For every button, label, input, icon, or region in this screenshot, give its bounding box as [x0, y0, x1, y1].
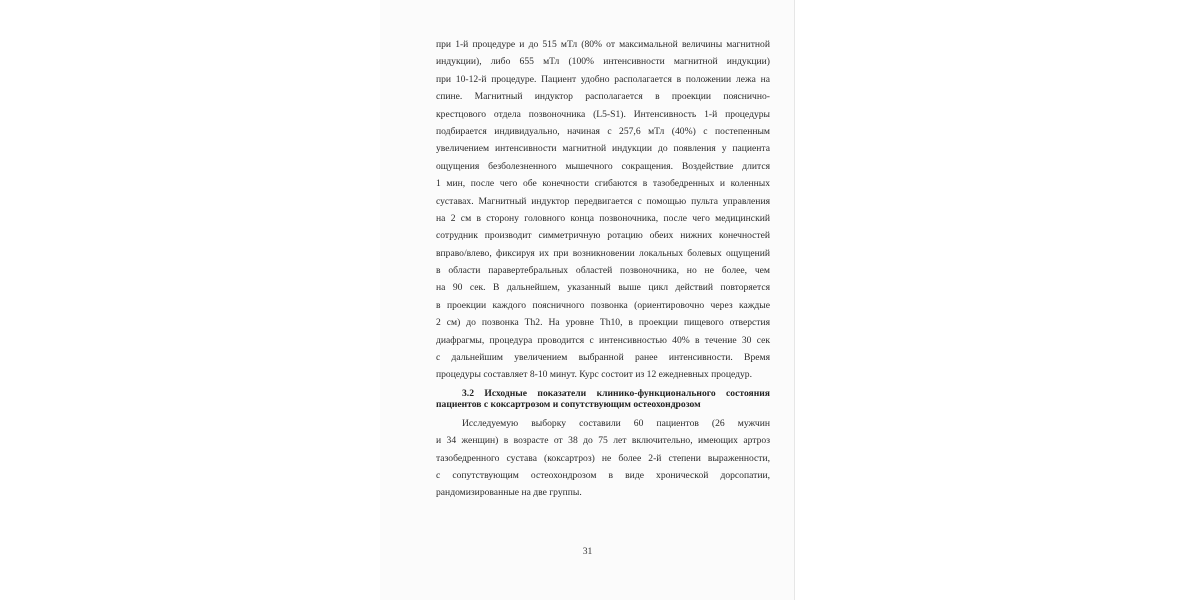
- text-line: с дальнейшим увеличением выбранной ранее интенсивности. Время: [436, 352, 770, 364]
- text-line: сотрудник производит симметричную ротацию обеих нижних конечностей: [436, 230, 770, 242]
- text-line: подбирается индивидуально, начиная с 257,6 мТл (40%) с постепенным: [436, 125, 770, 137]
- text-line: спине. Магнитный индуктор располагается в проекции пояснично-: [436, 91, 770, 103]
- text-line: при 1-й процедуре и до 515 мТл (80% от максимальной величины магнитной: [436, 39, 770, 50]
- page-text: [436, 36, 770, 502]
- text-line: диафрагмы, процедура проводится с интенсивностью 40% в течение 30 сек: [436, 334, 770, 346]
- text-line: на 2 см в сторону головного конца позвоночника, после чего медицинский: [436, 212, 770, 224]
- document-page: [380, 0, 795, 600]
- text-line: 2 см) до позвонка Th2. На уровне Th10, в проекции пищевого отверстия: [436, 317, 770, 329]
- page-number: 31: [582, 546, 593, 557]
- text-line: Исследуемую выборку составили 60 пациентов (26 мужчин: [462, 417, 770, 429]
- section-heading: [436, 388, 770, 411]
- text-line: в проекции каждого поясничного позвонка (ориентировочно через каждые: [436, 299, 770, 311]
- text-line: в области паравертебральных областей позвоночника, но не более, чем: [436, 265, 770, 277]
- sample-paragraph: [436, 415, 770, 502]
- text-line: при 10-12-й процедуре. Пациент удобно располагается в положении лежа на: [436, 73, 770, 85]
- text-line: индукции), либо 655 мТл (100% интенсивности магнитной индукции): [436, 56, 770, 68]
- text-line: рандомизированные на две группы.: [436, 487, 582, 499]
- text-line: на 90 сек. В дальнейшем, указанный выше цикл действий повторяется: [436, 282, 770, 294]
- heading-line: 3.2 Исходные показатели клинико-функционального состояния: [462, 387, 770, 399]
- heading-line: пациентов с коксартрозом и сопутствующим остеохондрозом: [436, 399, 701, 411]
- text-line: суставах. Магнитный индуктор передвигается с помощью пульта управления: [436, 195, 770, 207]
- text-line: и 34 женщин) в возрасте от 38 до 75 лет включительно, имеющих артроз: [436, 435, 770, 447]
- text-line: крестцового отдела позвоночника (L5-S1). Интенсивность 1-й процедуры: [436, 108, 770, 120]
- text-line: процедуры составляет 8-10 минут. Курс состоит из 12 ежедневных процедур.: [436, 369, 752, 381]
- text-line: тазобедренного сустава (коксартроз) не более 2-й степени выраженности,: [436, 452, 770, 464]
- text-line: 1 мин, после чего обе конечности сгибаются в тазобедренных и коленных: [436, 178, 770, 190]
- text-line: вправо/влево, фиксируя их при возникновении локальных болевых ощущений: [436, 247, 770, 259]
- text-line: ощущения безболезненного мышечного сокращения. Воздействие длится: [436, 160, 770, 172]
- text-line: с сопутствующим остеохондрозом в виде хронической дорсопатии,: [436, 469, 770, 481]
- procedure-paragraph: [436, 36, 770, 384]
- text-line: увеличением интенсивности магнитной индукции до появления у пациента: [436, 143, 770, 155]
